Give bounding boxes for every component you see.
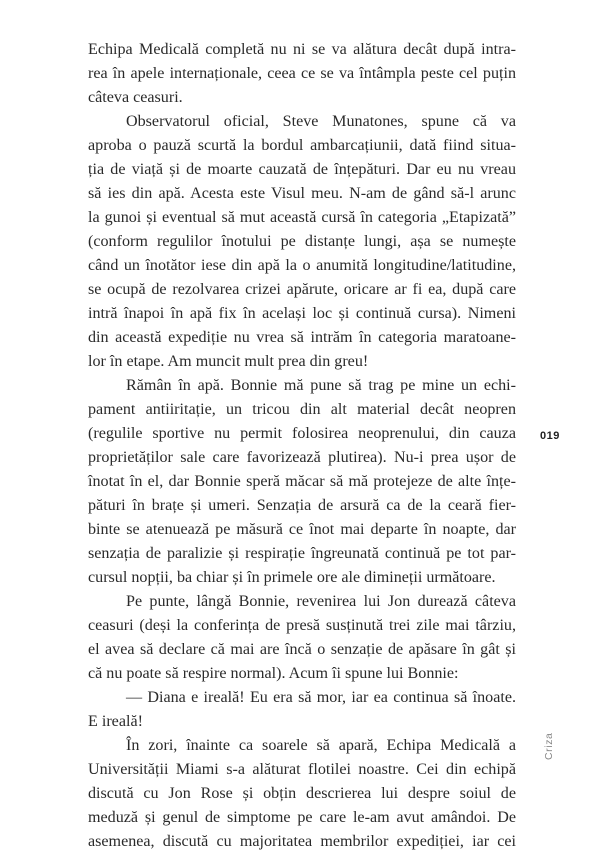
text-line: pături în brațe și umeri. Senzația de arsură ca de la ceară fier- xyxy=(88,497,516,514)
body-text xyxy=(88,38,516,854)
text-line: (conform regulilor înotului pe distanțe lungi, așa se numește xyxy=(88,233,516,250)
text-line: În zori, înainte ca soarele să apară, Echipa Medicală a xyxy=(126,737,516,754)
text-line: — Diana e ireală! Eu era să mor, iar ea continua să înoate. xyxy=(126,689,516,706)
text-line: aproba o pauză scurtă la bordul ambarcațiunii, dată fiind situa- xyxy=(88,137,516,154)
text-line: la gunoi și eventual să mut această cursă în categoria „Etapizată” xyxy=(88,209,516,226)
text-line: (regulile sportive nu permit folosirea neoprenului, din cauza xyxy=(88,425,516,442)
text-line: asemenea, discută cu majoritatea membrilor expediției, iar cei xyxy=(88,833,516,850)
text-line: câteva ceasuri. xyxy=(88,89,183,106)
page-number: 019 xyxy=(540,430,560,442)
text-line: Pe punte, lângă Bonnie, revenirea lui Jon durează câteva xyxy=(126,593,516,610)
text-line: ceasuri (deși la conferința de presă susținută trei zile mai târziu, xyxy=(88,617,516,634)
text-line: Observatorul oficial, Steve Munatones, spune că va xyxy=(126,113,516,130)
text-line: Echipa Medicală completă nu ni se va alătura decât după intra- xyxy=(88,41,516,58)
text-line: E ireală! xyxy=(88,713,143,730)
text-line: binte se atenuează pe măsură ce înot mai departe în noapte, dar xyxy=(88,521,516,538)
text-line: din această expediție nu vrea să intrăm în categoria maratoane- xyxy=(88,329,516,346)
text-line: ția de viață și de moarte cauzată de înțepături. Dar eu nu vreau xyxy=(88,161,516,178)
text-line: el avea să declare că mai are încă o senzație de apăsare în gât și xyxy=(88,641,516,658)
text-line: meduză și genul de simptome pe care le-am avut amândoi. De xyxy=(88,809,516,826)
text-line: să ies din apă. Acesta este Visul meu. N-am de gând să-l arunc xyxy=(88,185,516,202)
text-line: că nu poate să respire normal). Acum îi spune lui Bonnie: xyxy=(88,665,459,682)
text-line: lor în etape. Am muncit mult prea din greu! xyxy=(88,353,369,370)
text-line: proprietăților sale care favorizează plutirea). Nu-i prea ușor de xyxy=(88,449,516,466)
text-line: când un înotător iese din apă la o anumită longitudine/latitudine, xyxy=(88,257,516,274)
text-line: senzația de paralizie și respirație îngreunată continuă pe tot par- xyxy=(88,545,516,562)
text-line: Universității Miami s-a alăturat flotilei noastre. Cei din echipă xyxy=(88,761,516,778)
running-head: Criza xyxy=(543,732,555,760)
text-line: Rămân în apă. Bonnie mă pune să trag pe mine un echi- xyxy=(126,377,516,394)
text-line: cursul nopții, ba chiar și în primele ore ale dimineții următoare. xyxy=(88,569,496,586)
text-line: rea în apele internaționale, ceea ce se va întâmpla peste cel puțin xyxy=(88,65,516,82)
text-line: pament antiiritație, un tricou din alt material decât neopren xyxy=(88,401,516,418)
text-line: discută cu Jon Rose și obțin descrierea lui despre soiul de xyxy=(88,785,516,802)
text-line: înotat în el, dar Bonnie speră măcar să mă protejeze de alte înțe- xyxy=(88,473,516,490)
text-line: intră înapoi în apă fix în același loc și continuă cursa). Nimeni xyxy=(88,305,516,322)
text-line: se ocupă de rezolvarea crizei apărute, oricare ar fi ea, după care xyxy=(88,281,516,298)
